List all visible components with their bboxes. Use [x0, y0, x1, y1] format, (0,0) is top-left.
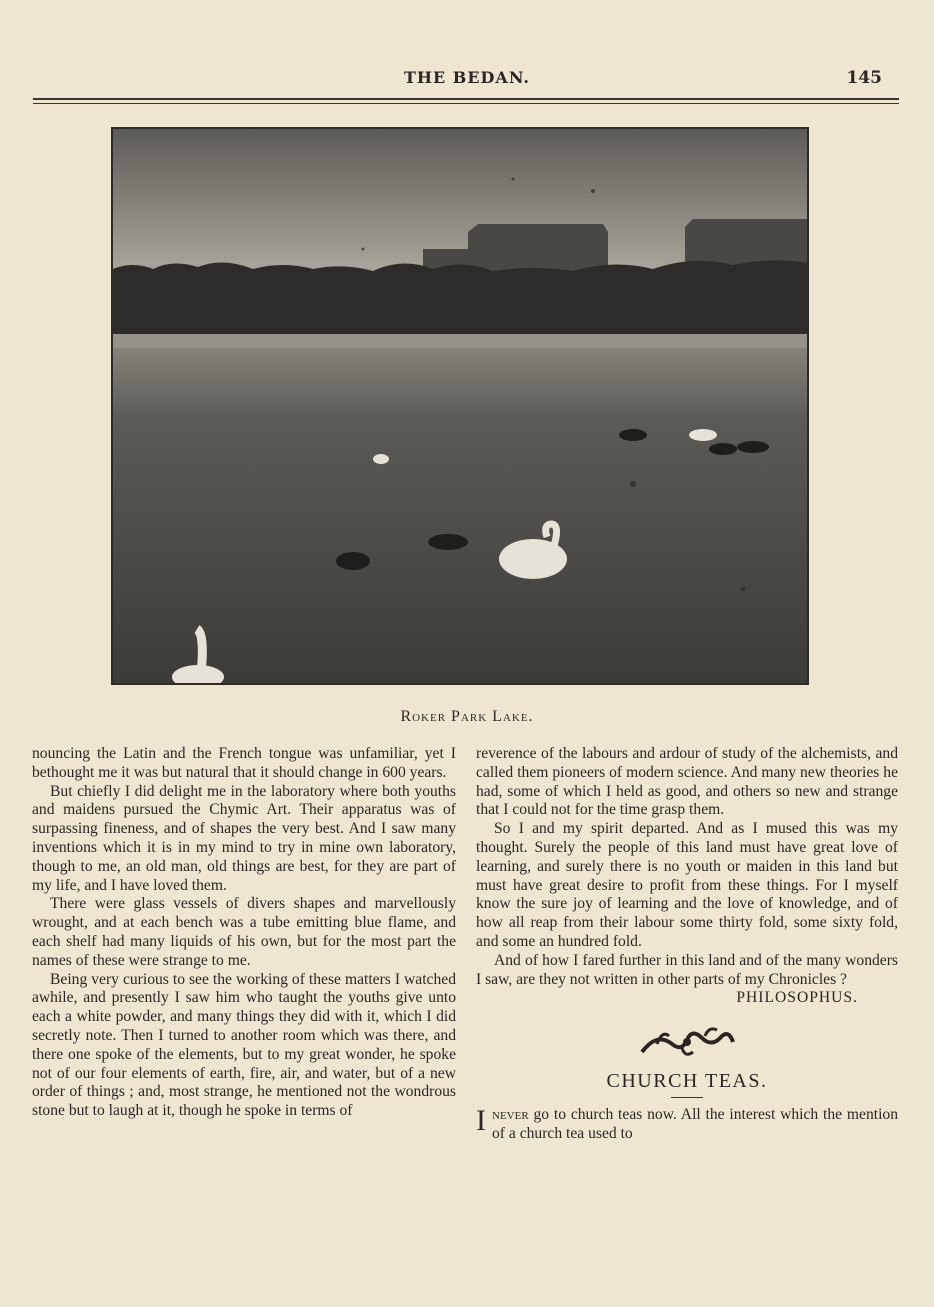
caption-text: Roker Park Lake. [400, 708, 534, 725]
title-rule [671, 1097, 703, 1098]
drop-cap: I [476, 1103, 486, 1137]
header-rule [33, 98, 899, 100]
paragraph: Being very curious to see the working of these matters I watched awhile, and presently I saw him who taught the youths give unto each a white powder, and many things they did with it, which I did secretly note. Then I turned to another room which was there, and there one spoke of the elements, but to my great wonder, he spoke not of our four elements of earth, fire, air, and water, but of a new order of things ; and, most strange, he mentioned not the wondrous stone but to laugh at it, though he spoke in terms of [32, 970, 456, 1120]
lake-photograph [111, 127, 809, 685]
opening-text: go to church teas now. All the interest which the mention of a church tea used to [492, 1105, 898, 1142]
paragraph: And of how I fared further in this land and of the many wonders I saw, are they not written in other parts of my Chronicles ? [476, 951, 898, 988]
paragraph: But chiefly I did delight me in the laboratory where both youths and maidens pursued the Chymic Art. Their apparatus was of surpassing fineness, and of shapes the very best. And I saw many inventions which it is in my mind to try in mine own laboratory, though to me, an old man, old things are best, for they are part of my life, and I have loved them. [32, 782, 456, 894]
page-header [36, 68, 898, 92]
section-title: CHURCH TEAS. [606, 1070, 768, 1093]
article-opening [476, 1103, 898, 1144]
paragraph: reverence of the labours and ardour of study of the alchemists, and called them pioneers of modern science. And many new theories he had, some of which I held as good, and others so new and strange that I could not for the time grasp them. [476, 745, 898, 819]
lead-smallcaps: never [492, 1105, 529, 1123]
left-column [32, 745, 456, 1121]
photo-caption [36, 708, 898, 726]
paragraph: So I and my spirit departed. And as I mused this was my thought. Surely the people of this land must have great love of learning, and surely there is no youth or maiden in this land but must have great desire to profit from these things. For I myself know the sure joy of learning and the love of knowledge, and of how all reap from their labour some thirty fold, some sixty fold, and some an hundred fold. [476, 820, 898, 950]
running-title: THE BEDAN. [404, 68, 530, 87]
right-column [476, 745, 898, 1144]
paragraph: nouncing the Latin and the French tongue was unfamiliar, yet I bethought me it was but natural that it should change in 600 years. [32, 745, 456, 781]
author-signature: PHILOSOPHUS. [736, 989, 858, 1007]
floral-ornament-icon [637, 1022, 737, 1062]
page-number: 145 [846, 68, 882, 88]
header-rule-thin [33, 103, 899, 104]
paragraph: There were glass vessels of divers shapes and marvellously wrought, and at each bench was a tube emitting blue flame, and each shelf had many liquids of his own, but for the most part the names of these were strange to me. [32, 895, 456, 969]
